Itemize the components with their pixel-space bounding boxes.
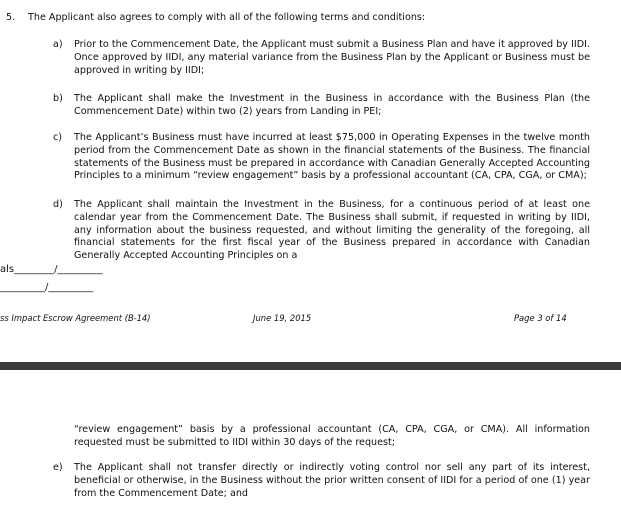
initials-line-2: _________/_________ [0,282,94,293]
clause-text: The Applicant’s Business must have incurred at least $75,000 in Operating Expenses in the twelve month period from the Commencement Date as shown in the financial statements of the Business. The financial statements of the Business must be prepared in accordance with Canadian Generally Accepted Accounting Principles to a minimum “review engagement” basis by a professional accountant (CA, CPA, CGA, or CMA); [74,132,590,182]
clause-label: d) [53,199,63,210]
footer-document-title: ss Impact Escrow Agreement (B-14) [0,313,151,323]
clause-label: b) [53,93,63,104]
initials-line-1: als________/_________ [0,264,103,275]
section-intro: The Applicant also agrees to comply with all of the following terms and conditions: [28,12,426,23]
clause-label: e) [53,462,63,473]
clause-text: The Applicant shall make the Investment in the Business in accordance with the Business Plan (the Commencement Date) within two (2) years from Landing in PEI; [74,93,590,117]
clause-text: The Applicant shall not transfer directly or indirectly voting control nor sell any part of its interest, beneficial or otherwise, in the Business without the prior written consent of IIDI for a period of one (1) year from the Commencement Date; and [74,462,590,499]
clause-label: c) [53,132,63,143]
footer-page-number: Page 3 of 14 [514,313,567,323]
footer-date: June 19, 2015 [253,313,312,323]
clause-d-continuation: “review engagement” basis by a professional accountant (CA, CPA, CGA, or CMA). All information requested must be submitted to IIDI within 30 days of the request; [74,424,590,448]
clause-label: a) [53,39,63,50]
page-separator [0,362,621,370]
section-number: 5. [6,12,16,23]
clause-text: The Applicant shall maintain the Investment in the Business, for a continuous period of at least one calendar year from the Commencement Date. The Business shall submit, if requested in writing by IIDI, any information about the business requested, and without limiting the generality of the foregoing, all financial statements for the first fiscal year of the Business prepared in accordance with Canadian Generally Accepted Accounting Principles on a [74,199,590,262]
clause-text: Prior to the Commencement Date, the Applicant must submit a Business Plan and have it approved by IIDI. Once approved by IIDI, any material variance from the Business Plan by the Applicant or Business must be approved in writing by IIDI; [74,39,590,76]
